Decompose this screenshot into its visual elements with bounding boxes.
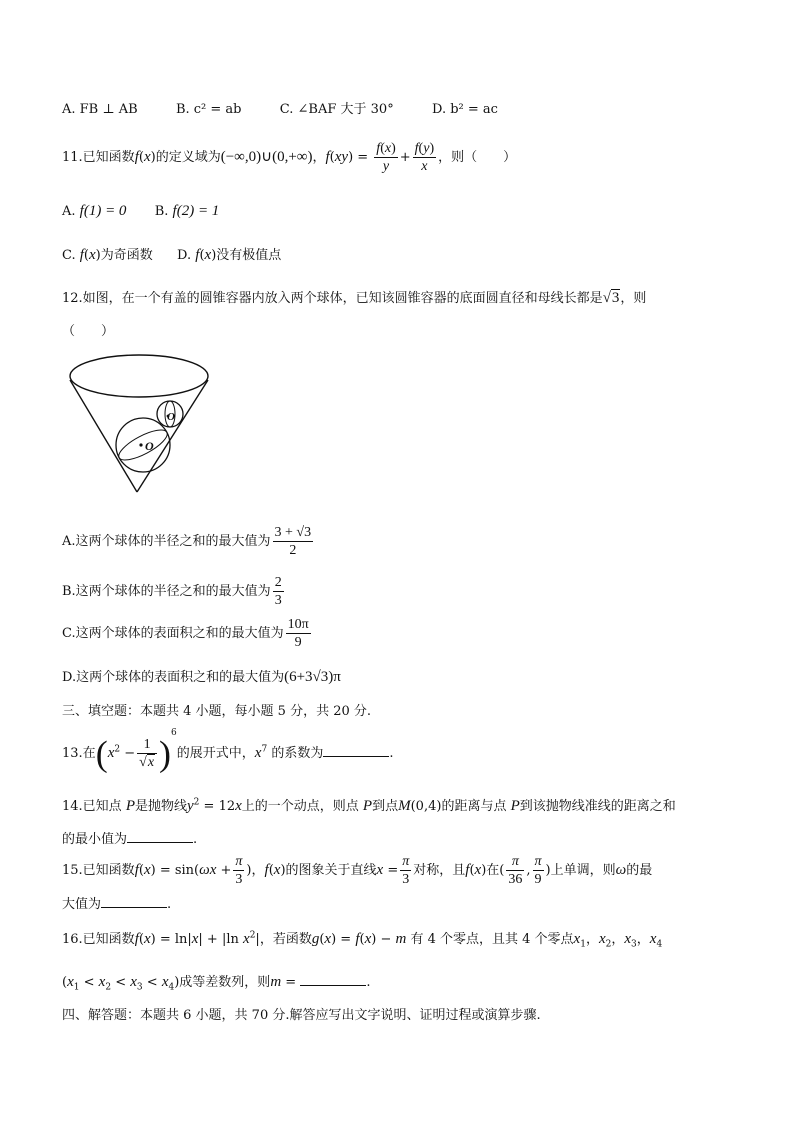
q12-option-d: D.这两个球体的表面积之和的最大值为(6+3√3)π — [62, 669, 341, 685]
large-sphere-label: O — [145, 439, 154, 453]
section-3-heading: 三、填空题：本题共 4 小题，每小题 5 分，共 20 分. — [62, 704, 372, 719]
answer-blank[interactable] — [127, 831, 193, 843]
q13: 13.在($x^2$ − $\frac{1}{√x}$ )$^6$的展开式中，$x^7$ 的系数为 . — [62, 728, 394, 774]
q12-option-b: B.这两个球体的半径之和的最大值为 $\frac{2}{3}$ — [62, 575, 282, 608]
fraction: $\frac{\pi}{9}$ — [534, 854, 542, 887]
q10-option-a: A. FB ⊥ AB — [62, 102, 138, 117]
q14-line1: 14.已知点 P是抛物线$y^2 = 12x$上的一个动点，则点 P到点M(0,4)的距离与点 P到该抛物线准线的距离之和 — [62, 797, 676, 814]
q12-paren: （ ） — [62, 324, 115, 339]
cone-top-ellipse — [70, 355, 208, 397]
fraction: $\frac{\pi}{36}$ — [508, 854, 523, 887]
q11-option-b: f(2) = 1 — [172, 203, 220, 219]
q10-option-b: B. c² = ab — [175, 102, 242, 117]
q15-line2: 大值为 . — [62, 897, 172, 912]
q10-options — [62, 98, 498, 117]
q12-stem: 12.如图，在一个有盖的圆锥容器内放入两个球体，已知该圆锥容器的底面圆直径和母线长都是√3，则 — [62, 290, 647, 306]
fraction: $\frac{3 + √3}{2}$ — [274, 525, 312, 558]
q11-options-ab: A. f(1) = 0 B. f(2) = 1 — [62, 203, 220, 219]
answer-blank[interactable] — [101, 896, 167, 908]
q11-option-d: 没有极值点 — [216, 248, 282, 263]
q10-option-d: D. b² = ac — [431, 102, 498, 117]
fraction: $\frac{10\pi}{9}$ — [287, 617, 309, 650]
cone-figure — [64, 352, 214, 497]
q10-option-c: C. ∠BAF 大于 30° — [279, 102, 394, 117]
q11-options-cd: C. f(x)为奇函数 D. f(x)没有极值点 — [62, 247, 282, 263]
fraction: $\frac{f(y)}{x}$ — [414, 141, 435, 174]
answer-blank[interactable] — [300, 974, 366, 986]
fraction: $\frac{\pi}{3}$ — [402, 854, 410, 887]
q11-option-a: f(1) = 0 — [79, 203, 127, 219]
fraction: $\frac{1}{√x}$ — [137, 736, 157, 771]
fraction: $\frac{\pi}{3}$ — [235, 854, 243, 887]
answer-blank[interactable] — [323, 745, 389, 757]
q14-line2: 的最小值为 . — [62, 832, 198, 847]
fraction: $\frac{f(x)}{y}$ — [376, 141, 396, 174]
center-dot — [139, 443, 142, 446]
q16-line2: $(x_1 < x_2 < x_3 < x_4)$成等差数列，则m = . — [62, 974, 371, 993]
large-sphere-equator — [115, 424, 171, 465]
q11-option-c: 为奇函数 — [100, 248, 153, 263]
small-sphere-label: O — [167, 411, 175, 423]
fraction: $\frac{2}{3}$ — [274, 575, 282, 608]
q11-stem: 11.已知函数f(x)的定义域为(−∞,0)∪(0,+∞)，f(xy) = $\frac{f(x)}{y}$ + $\frac{f(y)}{x}$ ，则（ ） — [62, 141, 517, 174]
q12-option-a: A.这两个球体的半径之和的最大值为 $\frac{3 + √3}{2}$ — [62, 525, 312, 558]
q12-option-c: C.这两个球体的表面积之和的最大值为 $\frac{10\pi}{9}$ — [62, 617, 309, 650]
q16-line1: 16.已知函数f(x) = ln|x| + |ln $x^2|$，若函数g(x) = f(x) − m 有 4 个零点，且其 4 个零点$x_1$，$x_2$，$x_3$，$x_4$ — [62, 930, 663, 950]
large-sphere — [116, 418, 170, 472]
q15-line1: 15.已知函数f(x) = sin(ωx + $\frac{\pi}{3}$ )，f(x)的图象关于直线x = $\frac{\pi}{3}$ 对称，且f(x)在( $\frac{\pi}{36}$ , $\frac{\pi}{9}$ )上单调，则ω的最 — [62, 854, 653, 887]
section-4-heading: 四、解答题：本题共 6 小题，共 70 分.解答应写出文字说明、证明过程或演算步骤. — [62, 1008, 541, 1023]
